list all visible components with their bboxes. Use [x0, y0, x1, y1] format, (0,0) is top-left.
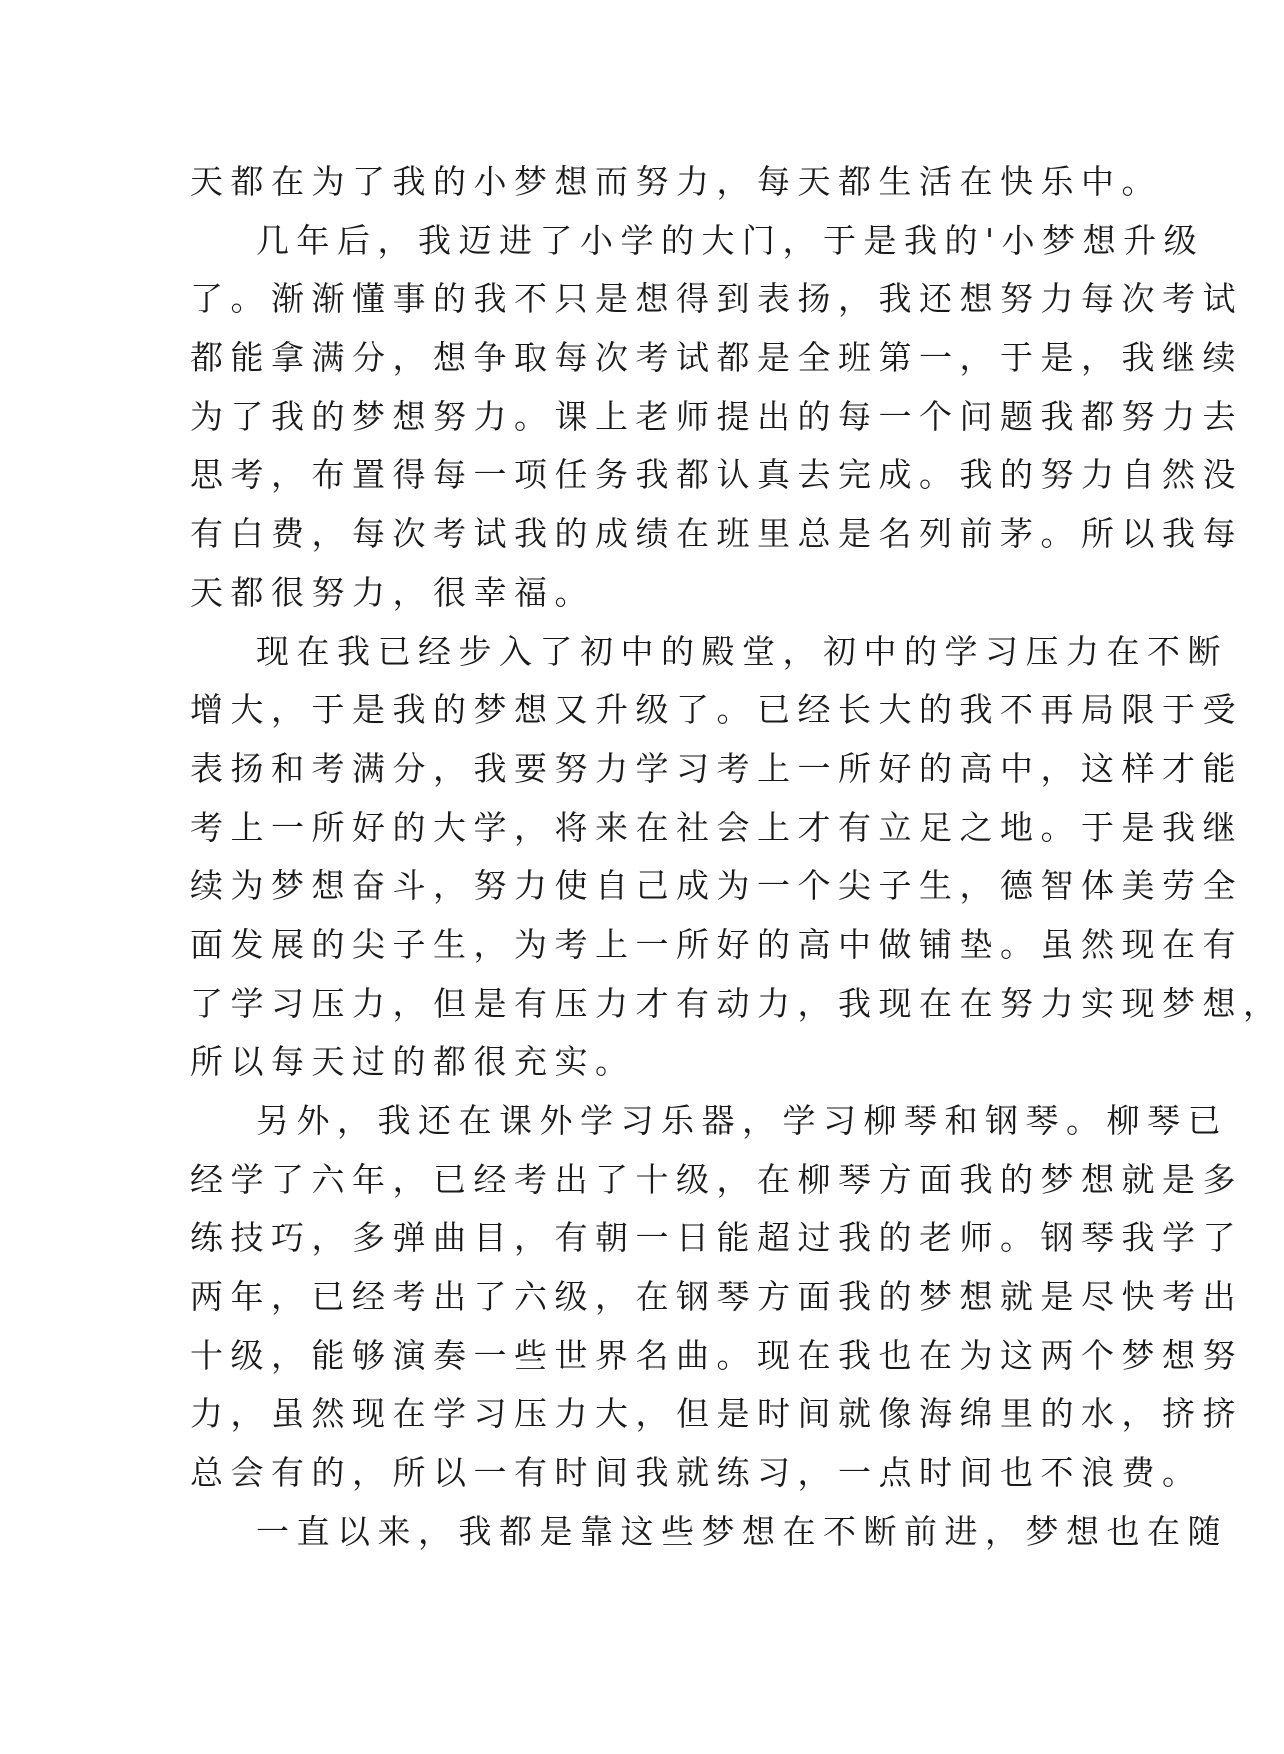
- text-line: 表扬和考满分，我要努力学习考上一所好的高中，这样才能: [190, 748, 1243, 788]
- text-line: 天都很努力，很幸福。: [190, 572, 595, 612]
- paragraph-start-line: 一直以来，我都是靠这些梦想在不断前进，梦想也在随: [256, 1511, 1228, 1551]
- text-line: 有白费，每次考试我的成绩在班里总是名列前茅。所以我每: [190, 514, 1243, 554]
- text-line: 天都在为了我的小梦想而努力，每天都生活在快乐中。: [190, 162, 1162, 201]
- text-line: 经学了六年，已经考出了十级，在柳琴方面我的梦想就是多: [190, 1159, 1243, 1199]
- text-line: 力，虽然现在学习压力大，但是时间就像海绵里的水，挤挤: [190, 1394, 1243, 1434]
- text-line: 为了我的梦想努力。课上老师提出的每一个问题我都努力去: [190, 396, 1243, 436]
- text-line: 考上一所好的大学，将来在社会上才有立足之地。于是我继: [190, 807, 1243, 847]
- text-line: 都能拿满分，想争取每次考试都是全班第一，于是，我继续: [190, 338, 1243, 378]
- text-line: 十级，能够演奏一些世界名曲。现在我也在为这两个梦想努: [190, 1335, 1243, 1375]
- text-line: 面发展的尖子生，为考上一所好的高中做铺垫。虽然现在有: [190, 924, 1243, 964]
- essay-body: [190, 153, 1284, 1562]
- text-line: 续为梦想奋斗，努力使自己成为一个尖子生，德智体美劳全: [190, 866, 1243, 906]
- text-line: 两年，已经考出了六级，在钢琴方面我的梦想就是尽快考出: [190, 1277, 1243, 1317]
- text-line: 所以每天过的都很充实。: [190, 1042, 636, 1082]
- text-line: 练技巧，多弹曲目，有朝一日能超过我的老师。钢琴我学了: [190, 1218, 1243, 1258]
- paragraph-start-line: 现在我已经步入了初中的殿堂，初中的学习压力在不断: [256, 631, 1228, 671]
- paragraph-start-line: 另外，我还在课外学习乐器，学习柳琴和钢琴。柳琴已: [256, 1101, 1228, 1140]
- paragraph-start-line: 几年后，我迈进了小学的大门，于是我的'小梦想升级: [256, 220, 1205, 260]
- text-line: 了学习压力，但是有压力才有动力，我现在在努力实现梦想，: [190, 983, 1284, 1023]
- text-line: 增大，于是我的梦想又升级了。已经长大的我不再局限于受: [190, 690, 1243, 730]
- text-line: 思考，布置得每一项任务我都认真去完成。我的努力自然没: [190, 455, 1243, 495]
- text-line: 了。渐渐懂事的我不只是想得到表扬，我还想努力每次考试: [190, 279, 1243, 319]
- text-line: 总会有的，所以一有时间我就练习，一点时间也不浪费。: [190, 1453, 1203, 1493]
